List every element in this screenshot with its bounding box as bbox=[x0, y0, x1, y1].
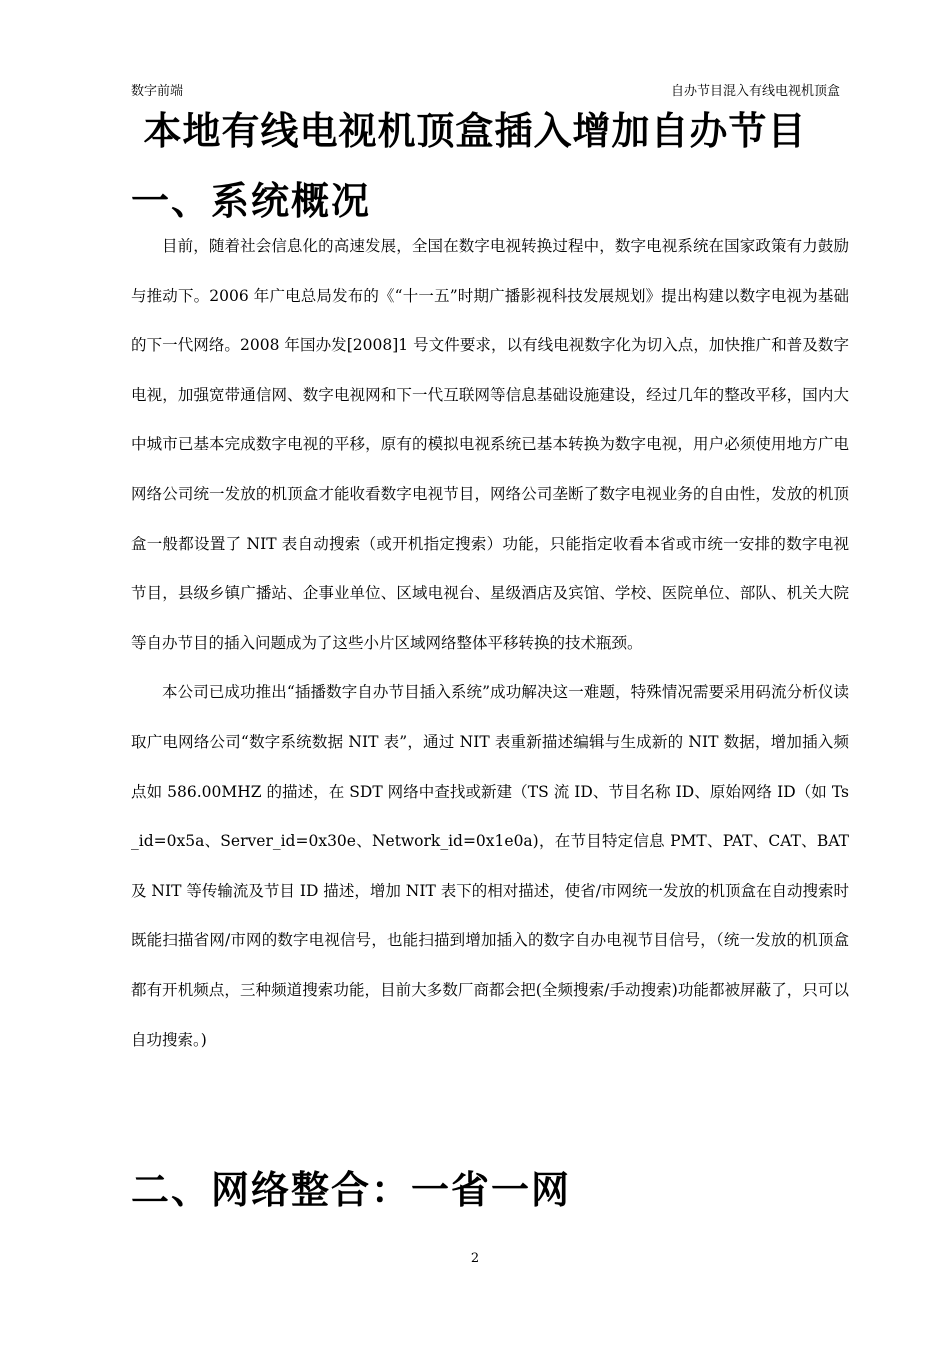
document-title: 本地有线电视机顶盒插入增加自办节目 bbox=[143, 108, 807, 153]
header-left: 数字前端 bbox=[131, 84, 184, 99]
page-number: 2 bbox=[470, 1251, 480, 1266]
paragraph-2: 本公司已成功推出“插播数字自办节目插入系统”成功解决这一难题，特殊情况需要采用码流分析仪读取广电网络公司“数字系统数据 NIT 表”，通过 NIT 表重新描述编辑与生成新的 NIT 数据，增加插入频点如 586.00MHZ 的描述，在 SDT 网络中查找或新建（TS 流 ID、节目名称 ID、原始网络 ID（如 Ts_id=0x5a、Server_id=0x30e、Network_id=0x1e0a)，在节目特定信息 PMT、PAT、CAT、BAT 及 NIT 等传输流及节目 ID 描述，增加 NIT 表下的相对描述，使省/市网统一发放的机顶盒在自动搜索时既能扫描省网/市网的数字电视信号，也能扫描到增加插入的数字自办电视节目信号，（统一发放的机顶盒都有开机频点，三种频道搜索功能，目前大多数厂商都会把(全频搜索/手动搜索)功能都被屏蔽了，只可以自功搜索。) bbox=[131, 683, 849, 1049]
section-1-body bbox=[131, 222, 849, 1065]
header-right: 自办节目混入有线电视机顶盒 bbox=[670, 84, 840, 99]
section-heading-2: 二、网络整合：一省一网 bbox=[131, 1167, 572, 1212]
section-heading-1: 一、系统概况 bbox=[131, 178, 372, 223]
paragraph-1: 目前，随着社会信息化的高速发展，全国在数字电视转换过程中，数字电视系统在国家政策有力鼓励与推动下。2006 年广电总局发布的《“十一五”时期广播影视科技发展规划》提出构建以数字电视为基础的下一代网络。2008 年国办发[2008]1 号文件要求，以有线电视数字化为切入点，加快推广和普及数字电视，加强宽带通信网、数字电视网和下一代互联网等信息基础设施建设，经过几年的整改平移，国内大中城市已基本完成数字电视的平移，原有的模拟电视系统已基本转换为数字电视，用户必须使用地方广电网络公司统一发放的机顶盒才能收看数字电视节目，网络公司垄断了数字电视业务的自由性，发放的机顶盒一般都设置了 NIT 表自动搜索（或开机指定搜索）功能，只能指定收看本省或市统一安排的数字电视节目，县级乡镇广播站、企事业单位、区域电视台、星级酒店及宾馆、学校、医院单位、部队、机关大院等自办节目的插入问题成为了这些小片区域网络整体平移转换的技术瓶颈。 bbox=[131, 237, 849, 652]
